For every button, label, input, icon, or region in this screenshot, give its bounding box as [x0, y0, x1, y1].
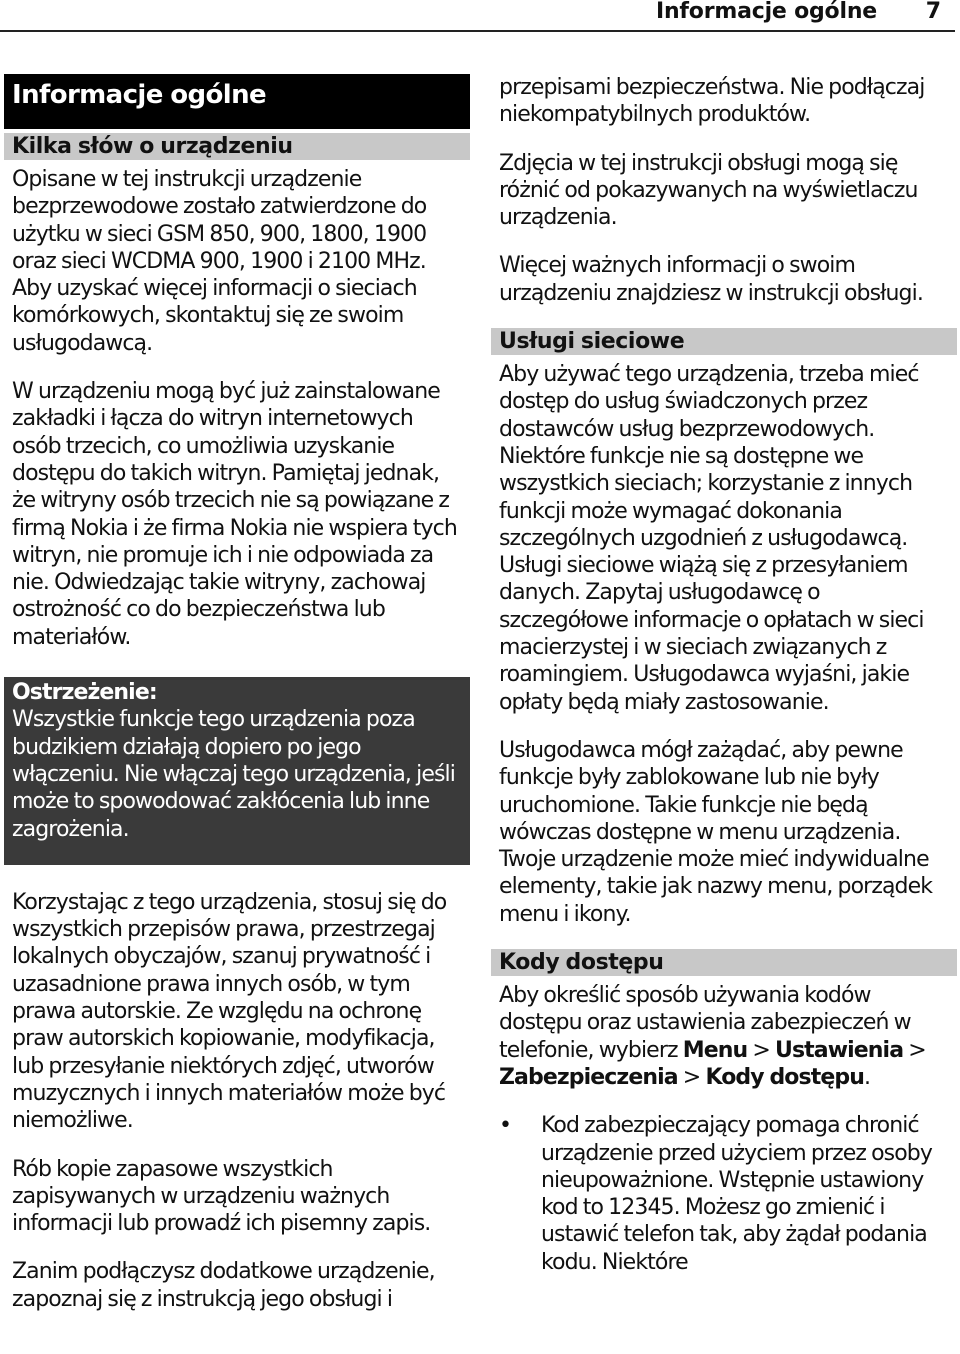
menu-path-menu: Menu [682, 1037, 748, 1063]
right-paragraph-2: Zdjęcia w tej instrukcji obsługi mogą się różnić od pokazywanych na wyświetlaczu urządzenia. [499, 150, 918, 231]
section-title: Informacje ogólne [4, 74, 470, 129]
page-header [0, 0, 955, 32]
network-services-paragraph-1: Aby używać tego urządzenia, trzeba mieć dostęp do usług świadczonych przez dostawców usług bezprzewodowych. Niektóre funkcje nie są dostępne we wszystkich sieciach; korzystanie z innych funkcji może wymagać dokonania szczególnych uzgodnień z usługodawcą. Usługi sieciowe wiążą się z przesyłaniem danych. Zapytaj usługodawcę o szczegółowe informacje o opłatach w sieci macierzystej i w sieciach związanych z roamingiem. Usługodawca wyjaśni, jakie opłaty będą miały zastosowanie. [499, 362, 924, 715]
menu-path-separator-1: > [747, 1037, 775, 1063]
left-column [4, 74, 470, 1334]
right-column [491, 74, 957, 1276]
device-paragraph-3: Korzystając z tego urządzenia, stosuj się do wszystkich przepisów prawa, przestrzegaj lokalnych obyczajów, szanuj prywatność i uzasadnione prawa innych osób, w tym prawa autorskie. Ze względu na ochronę praw autorskich kopiowanie, modyfikacja, lub przesyłanie niektórych zdjęć, utworów muzycznych i innych materiałów może być niemożliwe. [12, 889, 447, 1134]
menu-path-end: . [863, 1064, 871, 1090]
bullet-text: Kod zabezpieczający pomaga chronić urządzenie przed użyciem przez osoby nieupoważnione. Wstępnie ustawiony kod to 12345. Możesz go zmienić i ustawić telefon tak, aby żądał podania kodu. Niektóre [541, 1113, 932, 1275]
access-codes-heading: Kody dostępu [491, 949, 957, 976]
right-paragraph-3: Więcej ważnych informacji o swoim urządzeniu znajdziesz w instrukcji obsługi. [499, 253, 923, 306]
device-paragraph-4: Rób kopie zapasowe wszystkich zapisywanych w urządzeniu ważnych informacji lub prowadź ich pisemny zapis. [12, 1156, 431, 1237]
page-number: 7 [925, 0, 941, 24]
menu-path-settings: Ustawienia [774, 1037, 904, 1063]
warning-text: Wszystkie funkcje tego urządzenia poza budzikiem działają dopiero po jego włączeniu. Nie włączaj tego urządzenia, jeśli może to spowodować zakłócenia lub inne zagrożenia. [12, 707, 455, 842]
access-codes-intro: Aby określić sposób używania kodów dostępu oraz ustawienia zabezpieczeń w telefonie, wybierz [499, 983, 911, 1063]
device-paragraph-1: Opisane w tej instrukcji urządzenie bezprzewodowe zostało zatwierdzone do użytku w sieci GSM 850, 900, 1800, 1900 oraz sieci WCDMA 900, 1900 i 2100 MHz. Aby uzyskać więcej informacji o sieciach komórkowych, skontaktuj się ze swoim usługodawcą. [12, 167, 427, 356]
access-codes-list [491, 1112, 957, 1276]
bullet-dot: • [499, 1113, 512, 1139]
device-paragraph-2: W urządzeniu mogą być już zainstalowane zakładki i łącza do witryn internetowych osób trzecich, co umożliwia uzyskanie dostępu do takich witryn. Pamiętaj jednak, że witryny osób trzecich nie są powiązane z firmą Nokia i że firma Nokia nie wspiera tych witryn, nie promuje ich i nie odpowiada za nie. Odwiedzając takie witryny, zachowaj ostrożność co do bezpieczeństwa lub materiałów. [12, 379, 457, 650]
access-codes-paragraph [491, 982, 957, 1091]
menu-path-security: Zabezpieczenia [499, 1064, 678, 1090]
list-item [499, 1112, 957, 1276]
network-services-paragraph-2: Usługodawca mógł zażądać, aby pewne funkcje były zablokowane lub nie były uruchomione. Takie funkcje nie będą wówczas dostępne w menu urządzenia. Twoje urządzenie może mieć indywidualne elementy, takie jak nazwy menu, porządek menu i ikony. [499, 737, 933, 927]
menu-path-separator-3: > [677, 1064, 706, 1090]
menu-path-separator-2: > [903, 1037, 926, 1063]
warning-box [4, 677, 470, 865]
right-paragraph-1: przepisami bezpieczeństwa. Nie podłączaj niekompatybilnych produktów. [499, 75, 925, 128]
menu-path-access-codes: Kody dostępu [705, 1064, 864, 1090]
header-title: Informacje ogólne [655, 0, 877, 24]
network-services-heading: Usługi sieciowe [491, 328, 957, 355]
device-heading: Kilka słów o urządzeniu [4, 133, 470, 160]
device-paragraph-5: Zanim podłączysz dodatkowe urządzenie, zapoznaj się z instrukcją jego obsługi i [12, 1259, 435, 1312]
warning-title: Ostrzeżenie: [12, 680, 157, 706]
